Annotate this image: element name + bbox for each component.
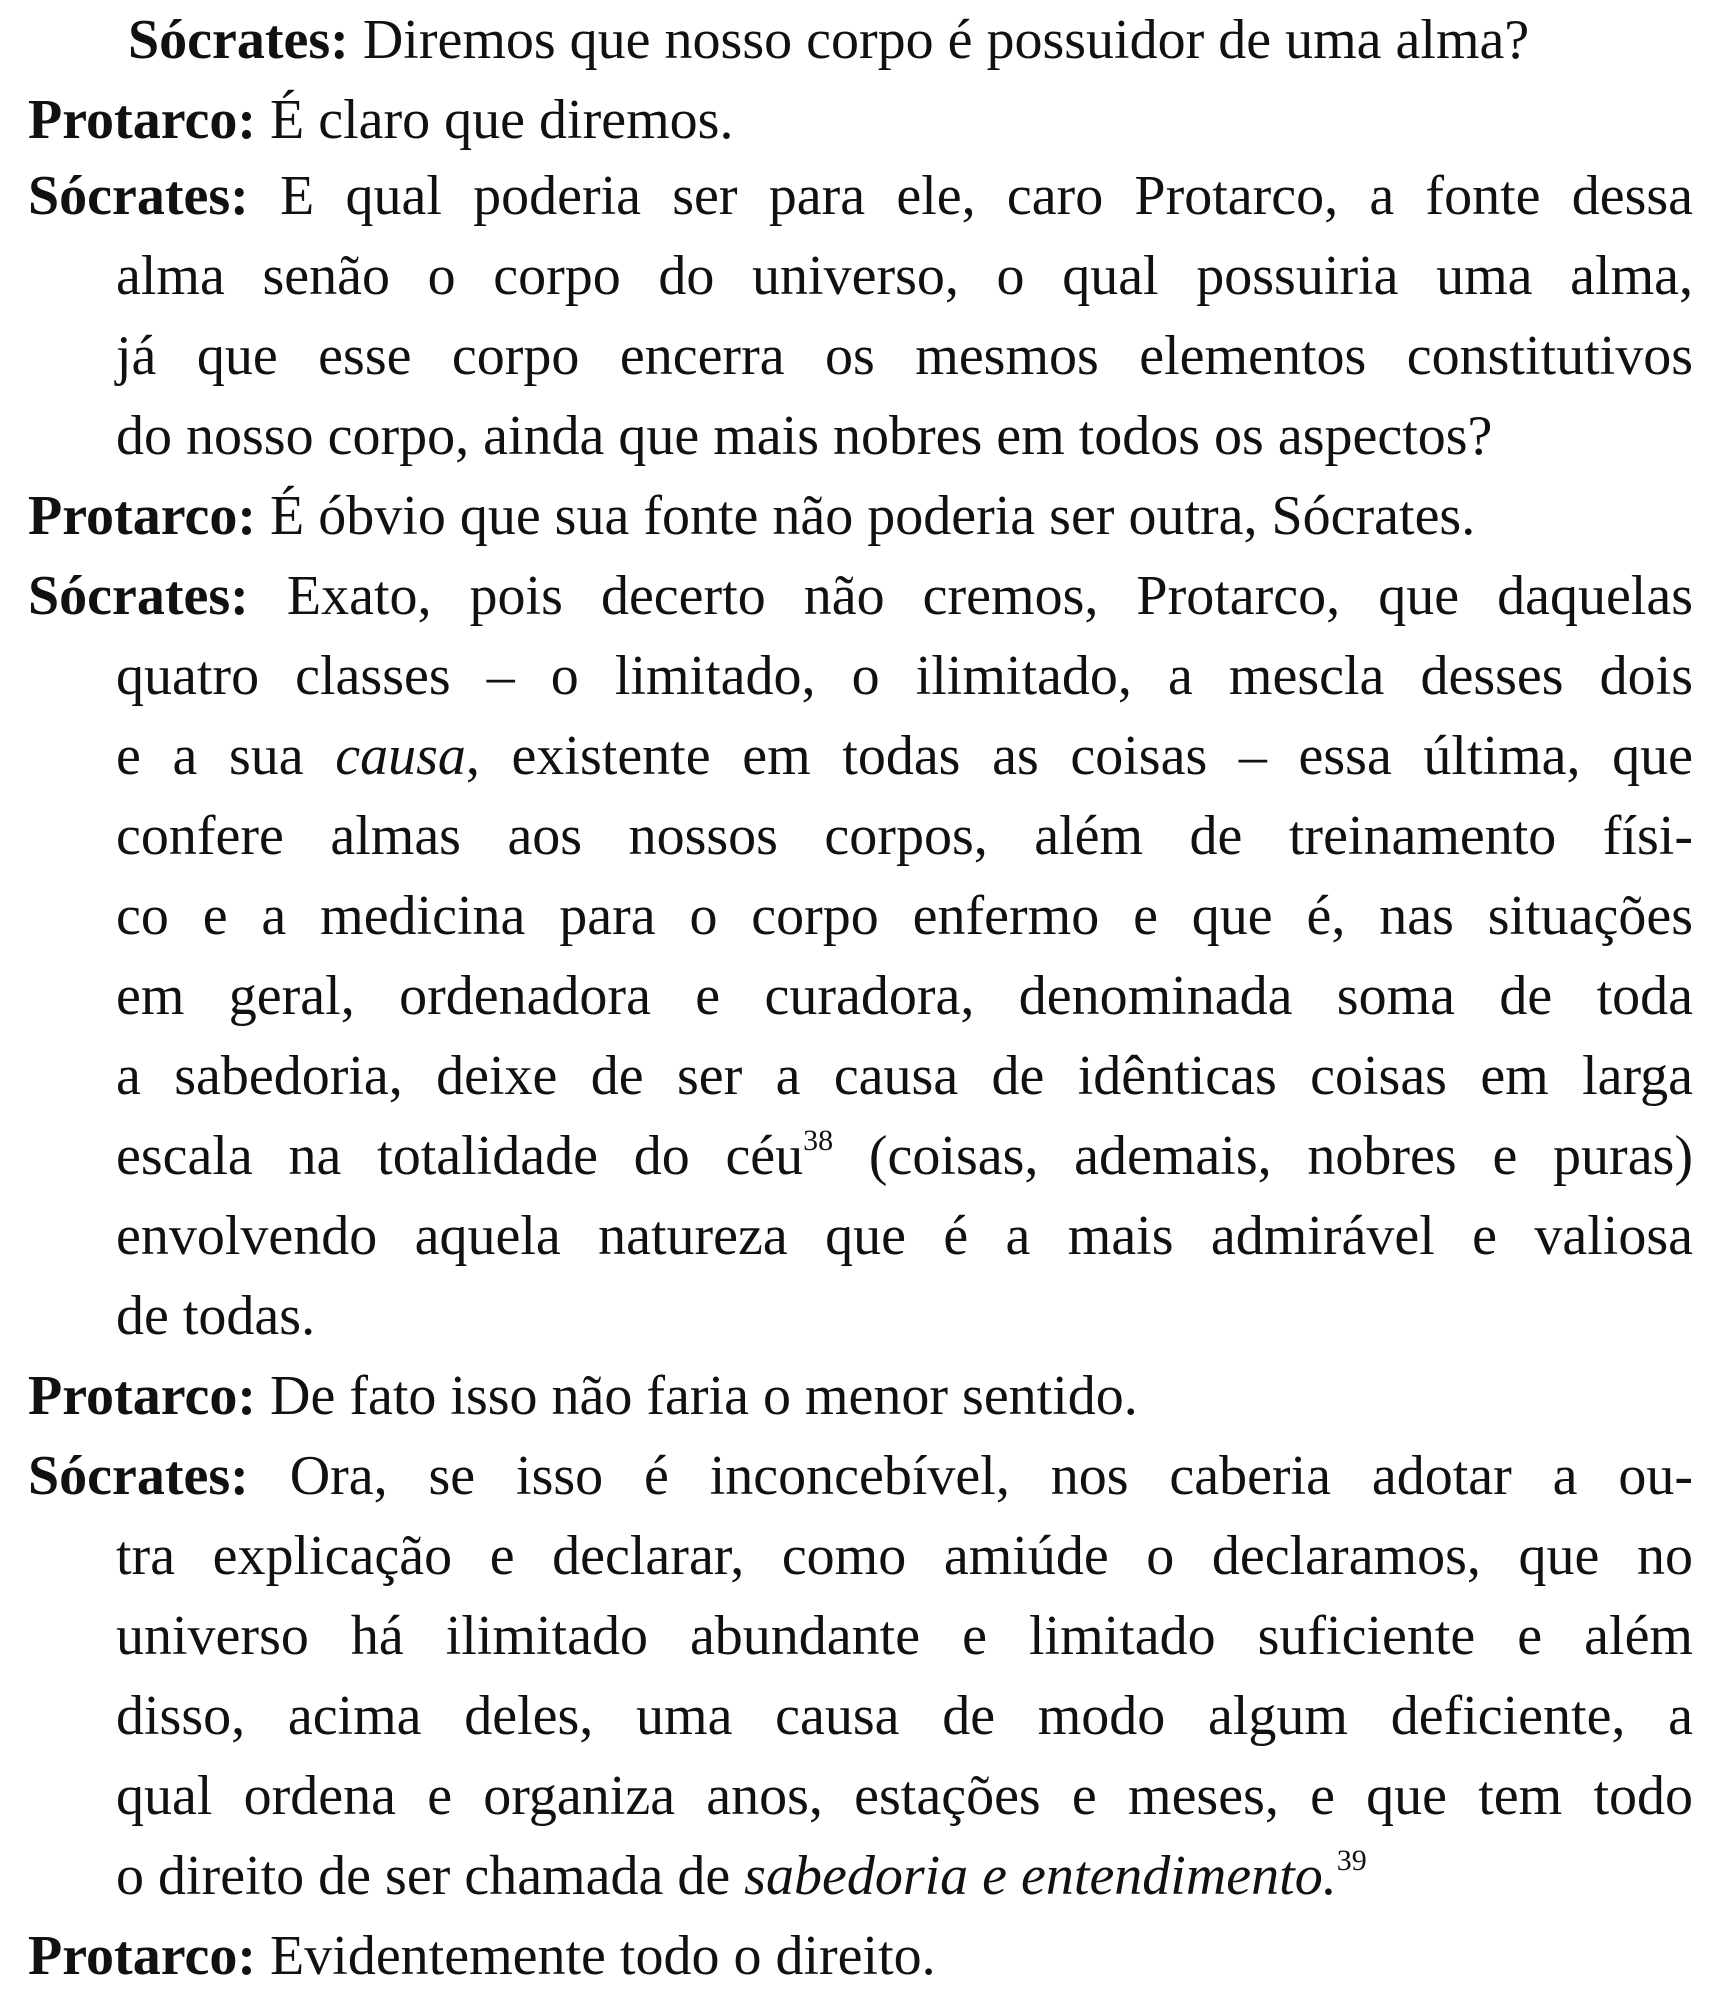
speech-text: Exato, pois decerto não cremos, Protarco, que daquelas	[286, 565, 1694, 627]
dialogue-continuation	[116, 1124, 1694, 1187]
text-fragment: , existente em todas as coisas – essa última, que	[465, 725, 1694, 787]
dialogue-continuation: do nosso corpo, ainda que mais nobres em todos os aspectos?	[116, 405, 1493, 467]
footnote-marker: 39	[1336, 1844, 1367, 1877]
dialogue-line	[28, 565, 1694, 627]
speech-text: De fato isso não faria o menor sentido.	[270, 1365, 1138, 1427]
dialogue-continuation: alma senão o corpo do universo, o qual possuiria uma alma,	[116, 245, 1693, 307]
text-fragment: e a sua	[116, 725, 304, 787]
dialogue-line	[28, 485, 1476, 547]
dialogue-continuation: a sabedoria, deixe de ser a causa de idênticas coisas em larga	[116, 1045, 1693, 1107]
speech-text: E qual poderia ser para ele, caro Protarco, a fonte dessa	[280, 165, 1694, 227]
text-fragment: escala na totalidade do céu	[116, 1125, 804, 1187]
speaker-label: Sócrates:	[28, 565, 249, 627]
book-page	[28, 0, 1693, 2004]
speaker-label: Sócrates:	[28, 1445, 249, 1507]
italic-term: causa	[335, 725, 466, 787]
speaker-label: Sócrates:	[28, 165, 249, 227]
footnote-marker: 38	[803, 1124, 834, 1157]
speaker-label: Protarco:	[28, 89, 257, 151]
dialogue-line	[28, 1445, 1693, 1507]
dialogue-line	[28, 165, 1694, 227]
dialogue-continuation: envolvendo aquela natureza que é a mais admirável e valiosa	[116, 1205, 1693, 1267]
speech-text: Evidentemente todo o direito.	[270, 1925, 936, 1987]
dialogue-line	[28, 1925, 936, 1987]
speaker-label: Sócrates:	[128, 9, 349, 71]
dialogue-continuation: de todas.	[116, 1285, 316, 1347]
dialogue-continuation	[116, 725, 1694, 787]
speech-text: É óbvio que sua fonte não poderia ser outra, Sócrates.	[270, 485, 1476, 547]
speaker-label: Protarco:	[28, 1925, 257, 1987]
speaker-label: Protarco:	[28, 1365, 257, 1427]
text-fragment: (coisas, ademais, nobres e puras)	[833, 1125, 1694, 1187]
text-fragment: o direito de ser chamada de	[116, 1845, 731, 1907]
dialogue-continuation	[116, 1844, 1367, 1907]
speech-text: É claro que diremos.	[270, 89, 734, 151]
dialogue-continuation: em geral, ordenadora e curadora, denominada soma de toda	[116, 965, 1693, 1027]
speaker-label: Protarco:	[28, 485, 257, 547]
italic-term: sabedoria e entendimento.	[744, 1845, 1337, 1907]
speech-text: Diremos que nosso corpo é possuidor de uma alma?	[362, 9, 1530, 71]
dialogue-continuation: disso, acima deles, uma causa de modo algum deficiente, a	[116, 1685, 1693, 1747]
speech-text: Ora, se isso é inconcebível, nos caberia adotar a ou-	[289, 1445, 1693, 1507]
dialogue-line	[28, 1365, 1138, 1427]
dialogue-continuation: tra explicação e declarar, como amiúde o declaramos, que no	[116, 1525, 1693, 1587]
dialogue-continuation: quatro classes – o limitado, o ilimitado, a mescla desses dois	[116, 645, 1693, 707]
dialogue-continuation: universo há ilimitado abundante e limitado suficiente e além	[116, 1605, 1693, 1667]
dialogue-continuation: confere almas aos nossos corpos, além de treinamento físi-	[116, 805, 1693, 867]
dialogue-continuation: qual ordena e organiza anos, estações e meses, e que tem todo	[116, 1765, 1693, 1827]
dialogue-continuation: co e a medicina para o corpo enfermo e que é, nas situações	[116, 885, 1693, 947]
dialogue-continuation: já que esse corpo encerra os mesmos elementos constitutivos	[116, 325, 1693, 387]
dialogue-line	[28, 89, 734, 151]
dialogue-line	[128, 9, 1530, 71]
